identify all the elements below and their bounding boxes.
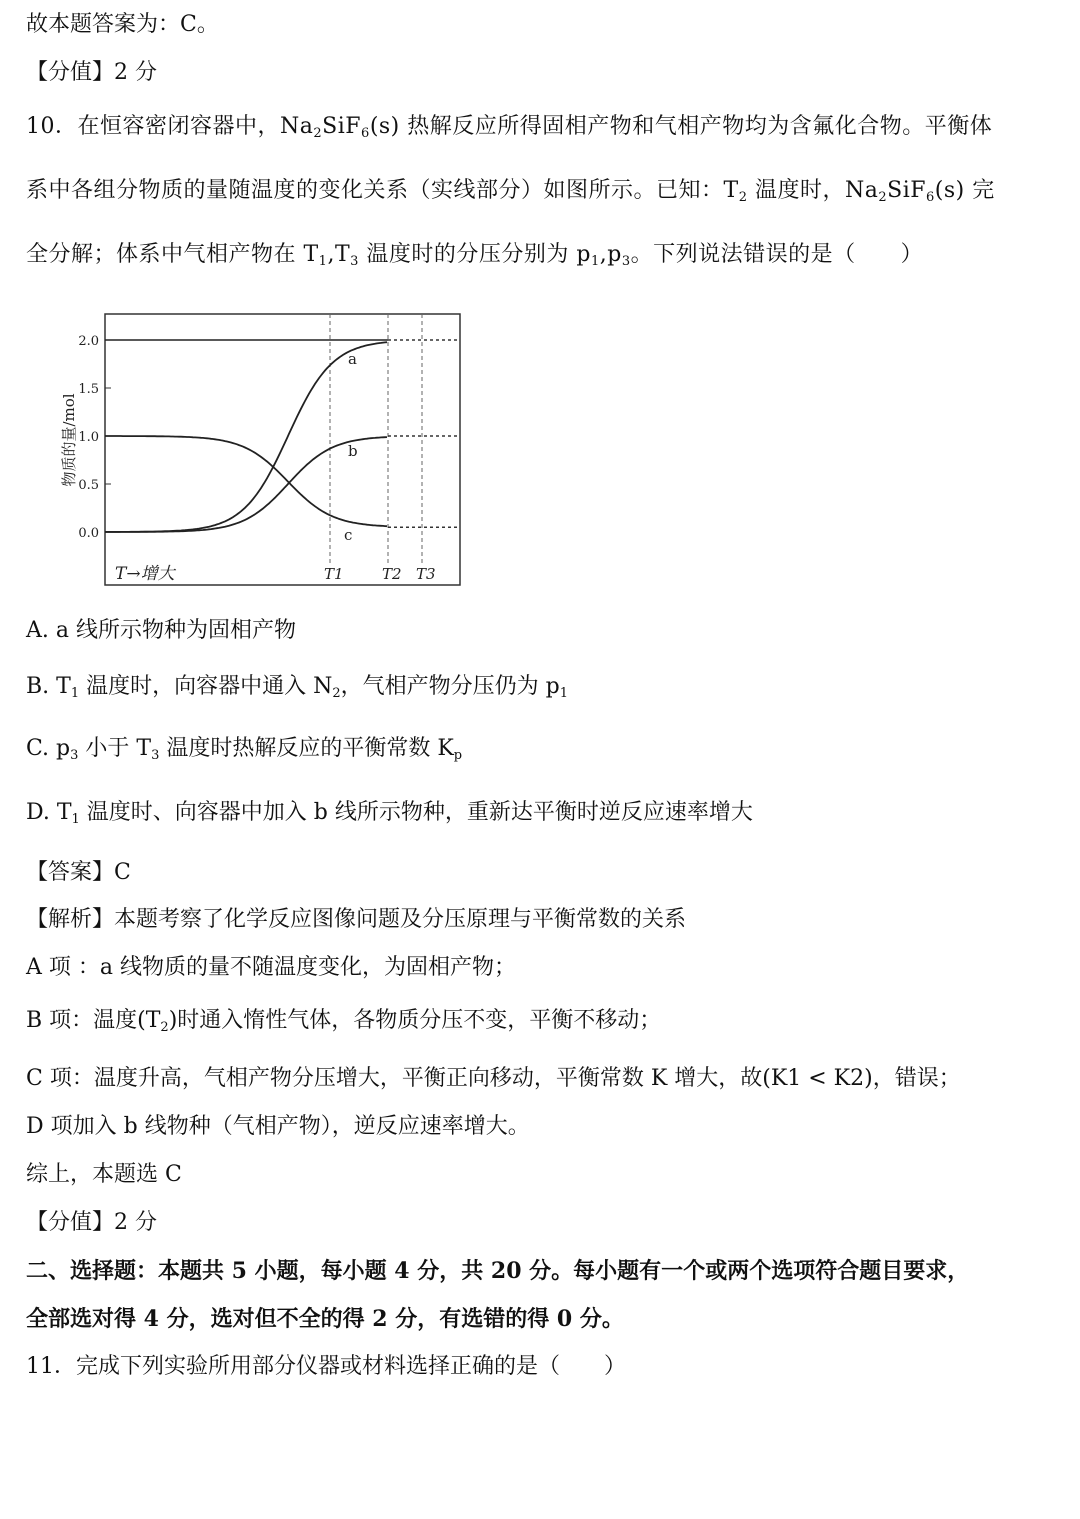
analysis-b: B 项：温度$(T_2)$时通入惰性气体，各物质分压不变，平衡不移动；: [26, 1008, 662, 1035]
q10-line-3: 全分解；体系中气相产物在 $T_1,T_3$ 温度时的分压分别为 $p_1,p_3$。下列说法错误的是（ ）: [26, 242, 924, 269]
prev-answer: 故本题答案为：C。: [26, 12, 219, 37]
q10-line-1: 10．在恒容密闭容器中，$Na_2SiF_6(s)$ 热解反应所得固相产物和气相产物均为含氟化合物。平衡体: [26, 114, 993, 141]
series-line-c: [105, 436, 387, 526]
y-tick-label: 1.0: [78, 430, 99, 445]
series-line-b: [105, 437, 387, 532]
q10-line-2: 系中各组分物质的量随温度的变化关系（实线部分）如图所示。已知：$T_2$ 温度时，$Na_2SiF_6(s)$ 完: [26, 178, 995, 205]
y-tick-label: 2.0: [78, 334, 99, 349]
series-label-a: a: [348, 350, 357, 368]
x-axis-label: T→增大: [115, 564, 175, 584]
y-tick-label: 0.5: [78, 478, 99, 493]
analysis-c: C 项：温度升高，气相产物分压增大，平衡正向移动，平衡常数 K 增大，故(K1 < K2)，错误；: [26, 1066, 961, 1091]
temperature-marker-label: T1: [324, 565, 344, 583]
prev-score: 【分值】2 分: [26, 60, 157, 85]
analysis-d: D 项加入 b 线物种（气相产物），逆反应速率增大。: [26, 1114, 530, 1139]
section2-line-1: 二、选择题：本题共 5 小题，每小题 4 分，共 20 分。每小题有一个或两个选项符合题目要求，: [26, 1258, 970, 1284]
series-label-b: b: [348, 442, 358, 460]
analysis-head: 【解析】本题考察了化学反应图像问题及分压原理与平衡常数的关系: [26, 907, 687, 932]
option-d: D. $T_1$ 温度时、向容器中加入 b 线所示物种，重新达平衡时逆反应速率增大: [26, 800, 753, 827]
series-label-c: c: [344, 526, 353, 544]
analysis-a: A 项 ：a 线物质的量不随温度变化，为固相产物；: [26, 955, 516, 980]
temperature-marker-label: T3: [416, 565, 436, 583]
answer: 【答案】C: [26, 860, 131, 885]
option-c: C. $p_3$ 小于 $T_3$ 温度时热解反应的平衡常数 $K_p$: [26, 736, 463, 763]
q11-stem: 11．完成下列实验所用部分仪器或材料选择正确的是（ ）: [26, 1354, 626, 1379]
temperature-marker-label: T2: [382, 565, 402, 583]
y-tick-label: 1.5: [78, 382, 99, 397]
y-axis-label: 物质的量/mol: [60, 393, 78, 487]
analysis-summary: 综上，本题选 C: [26, 1162, 182, 1187]
option-b: B. $T_1$ 温度时，向容器中通入 $N_2$，气相产物分压仍为 $p_1$: [26, 674, 568, 701]
analysis-score: 【分值】2 分: [26, 1210, 157, 1235]
equilibrium-chart: [60, 300, 470, 595]
option-a: A. a 线所示物种为固相产物: [26, 618, 296, 643]
section2-line-2: 全部选对得 4 分，选对但不全的得 2 分，有选错的得 0 分。: [26, 1306, 624, 1332]
y-tick-label: 0.0: [78, 526, 99, 541]
